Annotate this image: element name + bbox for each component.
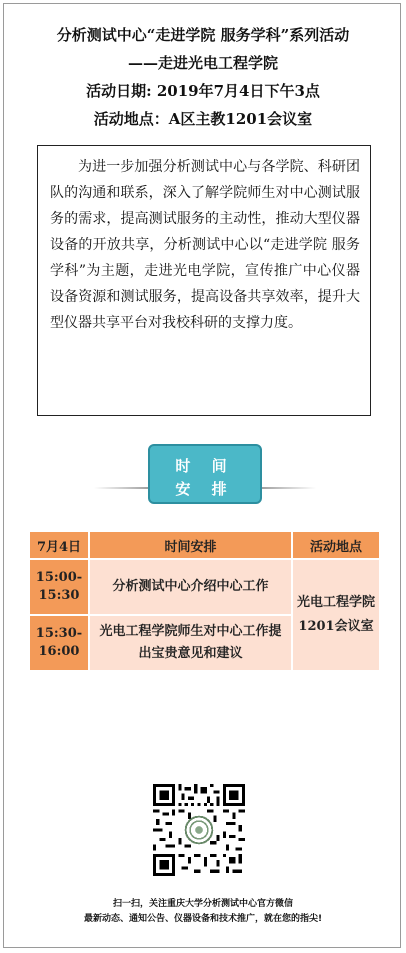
- table-header-place: 活动地点: [293, 532, 379, 558]
- row-time-start: 15:30-: [35, 626, 83, 641]
- footer-line2: 最新动态、通知公告、仪器设备和技术推广，就在您的指尖!: [83, 914, 323, 924]
- row-time-end: 16:00: [38, 644, 80, 659]
- table-header-row: [30, 532, 379, 558]
- row-time: [30, 616, 88, 670]
- table-row: [30, 560, 379, 614]
- event-place: 活动地点：A区主教1201会议室: [93, 110, 313, 128]
- table-header-schedule: 时间安排: [90, 532, 291, 558]
- row-time-start: 15:00-: [35, 570, 83, 585]
- row-time-end: 15:30: [38, 588, 80, 603]
- divider-right: [262, 487, 316, 489]
- place-line1: 光电工程学院: [296, 595, 375, 610]
- event-subtitle: ——走进光电工程学院: [127, 54, 278, 72]
- schedule-button[interactable]: [148, 444, 262, 504]
- row-task: 光电工程学院师生对中心工作提出宝贵意见和建议: [90, 616, 291, 670]
- divider-left: [94, 487, 148, 489]
- schedule-button-line1: 时 间: [175, 457, 235, 475]
- schedule-button-line2: 安 排: [175, 480, 235, 498]
- wechat-qr-code: [153, 784, 245, 876]
- schedule-table: [28, 530, 381, 672]
- row-task: 分析测试中心介绍中心工作: [90, 560, 291, 614]
- table-header-date: 7月4日: [30, 532, 88, 558]
- footer-line1: 扫一扫，关注重庆大学分析测试中心官方微信: [112, 899, 293, 909]
- intro-paragraph: 为进一步加强分析测试中心与各学院、科研团队的沟通和联系，深入了解学院师生对中心测试服务的需求，提高测试服务的主动性，推动大型仪器设备的开放共享，分析测试中心以“走进学院 服务学科”为主题，走进光电学院，宣传推广中心仪器设备资源和测试服务，提高设备共享效率，提升大型仪器共享平台对我校科研的支撑力度。: [37, 145, 371, 416]
- event-title: 分析测试中心“走进学院 服务学科”系列活动: [56, 26, 350, 44]
- place-line2: 1201会议室: [298, 619, 374, 634]
- row-place: [293, 560, 379, 670]
- event-date: 活动日期: 2019年7月4日下午3点: [86, 82, 320, 100]
- row-time: [30, 560, 88, 614]
